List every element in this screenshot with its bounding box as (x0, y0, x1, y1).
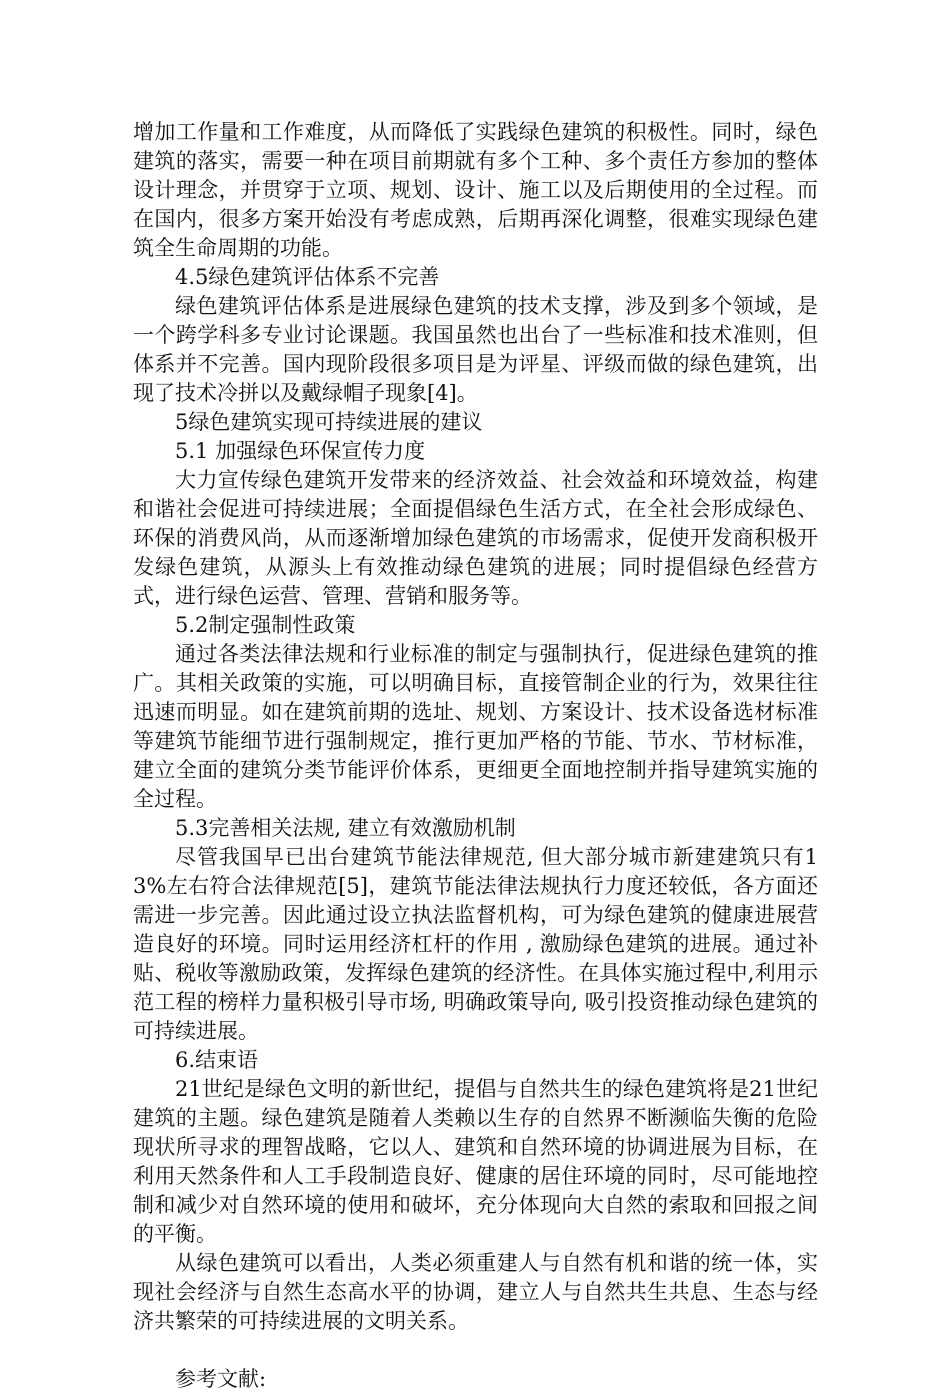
paragraph-continuation: 增加工作量和工作难度，从而降低了实践绿色建筑的积极性。同时，绿色建筑的落实，需要一种在项目前期就有多个工种、多个责任方参加的整体设计理念，并贯穿于立项、规划、设计、施工以及后期使用的全过程。而在国内，很多方案开始没有考虑成熟，后期再深化调整，很难实现绿色建筑全生命周期的功能。 (133, 120, 818, 260)
document-page (133, 118, 818, 1394)
section-heading-4-5: 4.5绿色建筑评估体系不完善 (175, 265, 440, 289)
paragraph-evaluation-system: 绿色建筑评估体系是进展绿色建筑的技术支撑，涉及到多个领域，是一个跨学科多专业讨论课题。我国虽然也出台了一些标准和技术准则，但体系并不完善。国内现阶段很多项目是为评星、评级而做的绿色建筑，出现了技术冷拼以及戴绿帽子现象[4]。 (133, 294, 818, 405)
blank-line (133, 1336, 818, 1365)
paragraph-conclusion-2: 从绿色建筑可以看出，人类必须重建人与自然有机和谐的统一体，实现社会经济与自然生态高水平的协调，建立人与自然共生共息、生态与经济共繁荣的可持续进展的文明关系。 (133, 1251, 818, 1333)
paragraph-conclusion: 21世纪是绿色文明的新世纪，提倡与自然共生的绿色建筑将是21世纪建筑的主题。绿色建筑是随着人类赖以生存的自然界不断濒临失衡的危险现状所寻求的理智战略，它以人、建筑和自然环境的协调进展为目标，在利用天然条件和人工手段制造良好、健康的居住环境的同时，尽可能地控制和减少对自然环境的使用和破坏，充分体现向大自然的索取和回报之间的平衡。 (133, 1077, 818, 1246)
section-heading-5-3: 5.3完善相关法规, 建立有效激励机制 (175, 816, 516, 840)
section-heading-5-1: 5.1 加强绿色环保宣传力度 (175, 439, 426, 463)
section-heading-6: 6.结束语 (175, 1048, 259, 1072)
paragraph-publicity: 大力宣传绿色建筑开发带来的经济效益、社会效益和环境效益，构建和谐社会促进可持续进展；全面提倡绿色生活方式，在全社会形成绿色、环保的消费风尚，从而逐渐增加绿色建筑的市场需求，促使开发商积极开发绿色建筑，从源头上有效推动绿色建筑的进展；同时提倡绿色经营方式，进行绿色运营、管理、营销和服务等。 (133, 468, 818, 608)
references-heading: 参考文献: (175, 1367, 267, 1391)
paragraph-mandatory-policy: 通过各类法律法规和行业标准的制定与强制执行，促进绿色建筑的推广。其相关政策的实施，可以明确目标，直接管制企业的行为，效果往往迅速而明显。如在建筑前期的选址、规划、方案设计、技术设备选材标准等建筑节能细节进行强制规定，推行更加严格的节能、节水、节材标准，建立全面的建筑分类节能评价体系，更细更全面地控制并指导建筑实施的全过程。 (133, 642, 818, 811)
section-heading-5-2: 5.2制定强制性政策 (175, 613, 356, 637)
paragraph-regulations: 尽管我国早已出台建筑节能法律规范, 但大部分城市新建建筑只有13%左右符合法律规范[5]，建筑节能法律法规执行力度还较低，各方面还需进一步完善。因此通过设立执法监督机构，可为绿色建筑的健康进展营造良好的环境。同时运用经济杠杆的作用 , 激励绿色建筑的进展。通过补贴、税收等激励政策，发挥绿色建筑的经济性。在具体实施过程中,利用示范工程的榜样力量积极引导市场, 明确政策导向, 吸引投资推动绿色建筑的可持续进展。 (133, 845, 818, 1043)
section-heading-5: 5绿色建筑实现可持续进展的建议 (175, 410, 483, 434)
